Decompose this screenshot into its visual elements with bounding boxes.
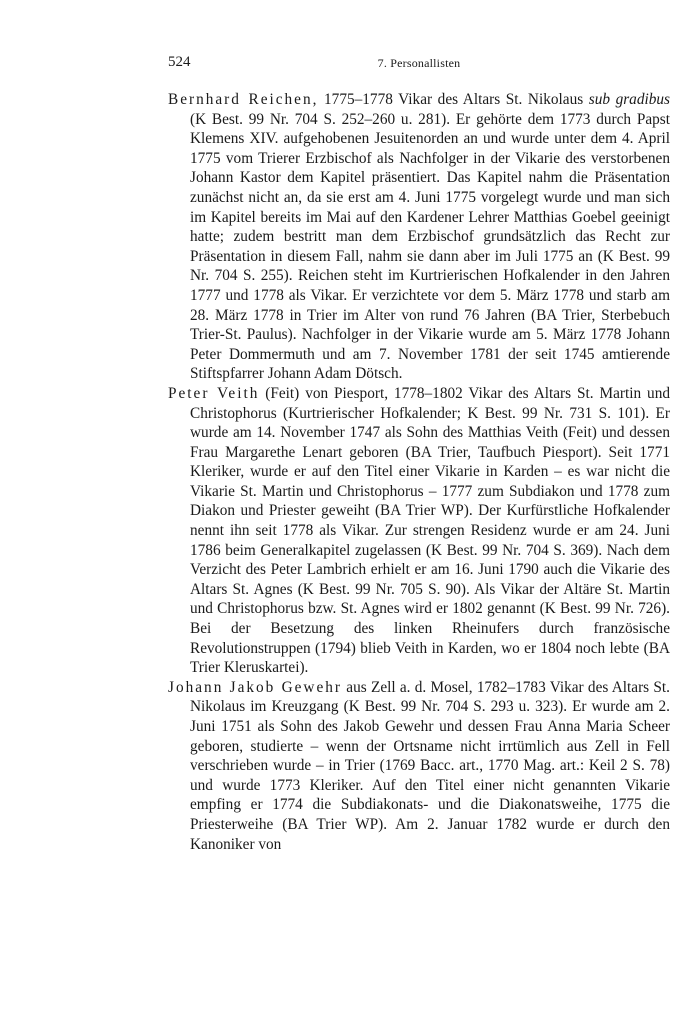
person-name: Bernhard Reichen, — [168, 91, 319, 108]
entry-text: (Feit) von Piesport, 1778–1802 Vikar des Altars St. Martin und Christophorus (Kurtrierischer Hofkalender; K Best. 99 Nr. 731 S. 101). Er wurde am 14. November 1747 als Sohn des Matthias Veith (Feit) und dessen Frau Margarethe Lenart geboren (BA Trier, Taufbuch Piesport). Seit 1771 Kleriker, wurde er auf den Titel einer Vikarie in Karden – es war nicht die Vikarie St. Martin und Christophorus – 1777 zum Subdiakon und 1778 zum Diakon und Priester geweiht (BA Trier WP). Der Kurfürstliche Hofkalender nennt ihn seit 1778 als Vikar. Zur strengen Residenz wurde er am 24. Juni 1786 beim Generalkapitel zugelassen (K Best. 99 Nr. 704 S. 369). Nach dem Verzicht des Peter Lambrich erhielt er am 16. Juni 1790 auch die Vikarie des Altars St. Agnes (K Best. 99 Nr. 705 S. 90). Als Vikar der Altäre St. Martin und Christophorus bzw. St. Agnes wird er 1802 genannt (K Best. 99 Nr. 726). Bei der Besetzung des linken Rheinufers durch französische Revolutionstruppen (1794) blieb Veith in Karden, wo er 1804 noch lebte (BA Trier Kleruskartei). — [190, 384, 670, 677]
person-name: Johann Jakob Gewehr — [168, 678, 343, 696]
running-head — [168, 54, 670, 74]
body-text — [168, 90, 670, 854]
entry-italic-text: sub gradibus — [588, 91, 670, 108]
entry-text: (K Best. 99 Nr. 704 S. 252–260 u. 281). Er gehörte dem 1773 durch Papst Klemens XIV. aufgehobenen Jesuitenorden an und wurde unter dem 4. April 1775 vom Trierer Erzbischof als Nachfolger in der Vikarie des verstorbenen Johann Kastor dem Kapitel präsentiert. Das Kapitel nahm die Präsentation zunächst nicht an, da sie erst am 4. Juni 1775 vorgelegt wurde und man sich im Kapitel bereits im Mai auf den Kardener Lehrer Matthias Goebel geeinigt hatte; zudem bestritt man dem Erzbischof grundsätzlich das Recht zur Präsentation in diesem Fall, nahm sie dann aber im Juli 1775 an (K Best. 99 Nr. 704 S. 255). Reichen steht im Kurtrierischen Hofkalender in den Jahren 1777 und 1778 als Vikar. Er verzichtete vor dem 5. März 1778 und starb am 28. März 1778 in Trier im Alter von rund 76 Jahren (BA Trier, Sterbebuch Trier-St. Paulus). Nachfolger in der Vikarie wurde am 5. März 1778 Johann Peter Dommermuth und am 7. November 1781 der seit 1745 amtierende Stiftspfarrer Johann Adam Dötsch. — [190, 110, 670, 383]
entry-text: aus Zell a. d. Mosel, 1782–1783 Vikar des Altars St. Nikolaus im Kreuzgang (K Best. 99 Nr. 704 S. 293 u. 323). Er wurde am 2. Juni 1751 als Sohn des Jakob Gewehr und dessen Frau Anna Maria Scheer geboren, studierte – wenn der Ortsname nicht irrtümlich aus Zell in Fell verschrieben wurde – in Trier (1769 Bacc. art., 1770 Mag. art.: Keil 2 S. 78) und wurde 1773 Kleriker. Auf den Titel einer nicht genannten Vikarie empfing er 1774 die Subdiakonats- und die Diakonatsweihe, 1775 die Priesterweihe (BA Trier WP). Am 2. Januar 1782 wurde er durch den Kanoniker von — [190, 678, 670, 853]
entry-johann-jakob-gewehr — [168, 678, 670, 854]
entry-text: 1775–1778 Vikar des Altars St. Nikolaus — [318, 91, 589, 108]
entry-bernhard-reichen — [168, 90, 670, 384]
person-name: Peter Veith — [168, 384, 260, 402]
entry-peter-veith — [168, 384, 670, 678]
page-number: 524 — [168, 54, 191, 70]
chapter-title: 7. Personallisten — [377, 56, 461, 70]
